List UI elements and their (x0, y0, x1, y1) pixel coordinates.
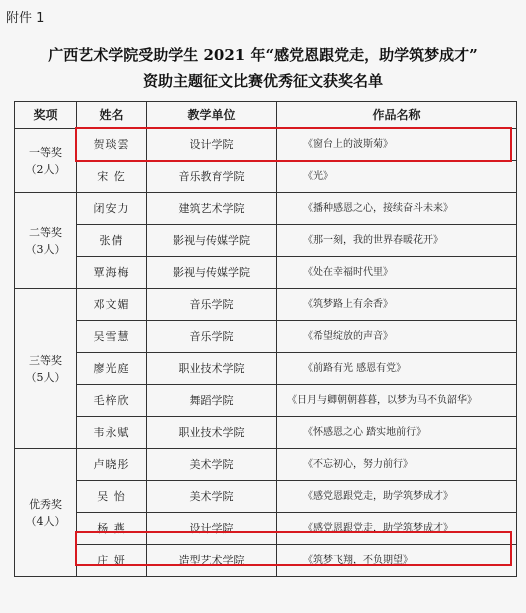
table-row (15, 417, 517, 449)
document-title-line2: 资助主题征文比赛优秀征文获奖名单 (142, 72, 383, 90)
name-cell: 杨 燕 (77, 513, 147, 545)
name-cell: 韦永赋 (77, 417, 147, 449)
table-row (15, 225, 517, 257)
work-cell: 《怀感恩之心 踏实地前行》 (277, 417, 517, 449)
unit-cell: 设计学院 (147, 513, 277, 545)
unit-cell: 美术学院 (147, 449, 277, 481)
unit-cell: 美术学院 (147, 481, 277, 513)
table-row (15, 449, 517, 481)
name-cell: 闭安力 (77, 193, 147, 225)
work-cell: 《窗台上的波斯菊》 (277, 129, 517, 161)
header-unit: 教学单位 (147, 102, 277, 129)
award-count: （4人） (25, 514, 66, 528)
unit-cell: 职业技术学院 (147, 417, 277, 449)
unit-cell: 建筑艺术学院 (147, 193, 277, 225)
table-row (15, 289, 517, 321)
award-table (14, 101, 517, 577)
work-cell: 《感党恩跟党走，助学筑梦成才》 (277, 481, 517, 513)
name-cell: 贺琰雲 (77, 129, 147, 161)
unit-cell: 职业技术学院 (147, 353, 277, 385)
work-cell: 《筑梦飞翔，不负期望》 (277, 545, 517, 577)
work-cell: 《前路有光 感恩有党》 (277, 353, 517, 385)
table-header-row (15, 102, 517, 129)
attachment-label: 附件 1 (6, 11, 45, 26)
name-cell: 覃海梅 (77, 257, 147, 289)
header-name: 姓名 (77, 102, 147, 129)
unit-cell: 音乐学院 (147, 289, 277, 321)
unit-cell: 影视与传媒学院 (147, 225, 277, 257)
unit-cell: 设计学院 (147, 129, 277, 161)
header-award: 奖项 (15, 102, 77, 129)
unit-cell: 音乐学院 (147, 321, 277, 353)
award-name: 三等奖 (29, 353, 62, 367)
work-cell: 《不忘初心，努力前行》 (277, 449, 517, 481)
name-cell: 邓文媚 (77, 289, 147, 321)
work-cell: 《处在幸福时代里》 (277, 257, 517, 289)
document-title-line1: 广西艺术学院受助学生 2021 年“感党恩跟党走，助学筑梦成才” (48, 46, 478, 64)
name-cell: 吴雪慧 (77, 321, 147, 353)
award-name: 二等奖 (29, 225, 62, 239)
work-cell: 《播种感恩之心，接续奋斗未来》 (277, 193, 517, 225)
unit-cell: 音乐教育学院 (147, 161, 277, 193)
work-cell: 《那一刻，我的世界春暖花开》 (277, 225, 517, 257)
table-row (15, 353, 517, 385)
highlight-box-excellence (75, 531, 512, 566)
work-cell: 《希望绽放的声音》 (277, 321, 517, 353)
award-cell-first (15, 129, 77, 193)
award-name: 优秀奖 (29, 497, 62, 511)
table-row (15, 481, 517, 513)
award-name: 一等奖 (29, 145, 62, 159)
highlight-box-first-prize (75, 127, 512, 162)
table-row (15, 385, 517, 417)
name-cell: 廖光庭 (77, 353, 147, 385)
award-cell-third (15, 289, 77, 449)
name-cell: 卢晓彤 (77, 449, 147, 481)
work-cell: 《筑梦路上有余香》 (277, 289, 517, 321)
work-cell: 《日月与卿朝朝暮暮，以梦为马不负韶华》 (277, 385, 517, 417)
name-cell: 庄 妍 (77, 545, 147, 577)
unit-cell: 造型艺术学院 (147, 545, 277, 577)
work-cell: 《感党恩跟党走，助学筑梦成才》 (277, 513, 517, 545)
award-count: （5人） (25, 370, 66, 384)
name-cell: 吴 怡 (77, 481, 147, 513)
award-count: （3人） (25, 242, 66, 256)
header-work: 作品名称 (277, 102, 517, 129)
award-count: （2人） (25, 162, 66, 176)
unit-cell: 影视与传媒学院 (147, 257, 277, 289)
name-cell: 宋 仡 (77, 161, 147, 193)
award-cell-excellence (15, 449, 77, 577)
table-row (15, 257, 517, 289)
unit-cell: 舞蹈学院 (147, 385, 277, 417)
name-cell: 毛梓欣 (77, 385, 147, 417)
award-cell-second (15, 193, 77, 289)
name-cell: 张倩 (77, 225, 147, 257)
table-row (15, 161, 517, 193)
table-row (15, 321, 517, 353)
table-row (15, 193, 517, 225)
work-cell: 《光》 (277, 161, 517, 193)
